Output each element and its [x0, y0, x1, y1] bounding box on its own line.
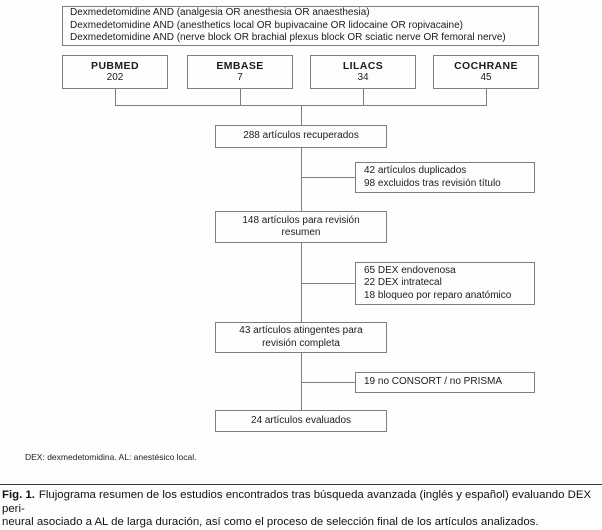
flow-box-retrieved-label: 288 artículos recuperados [243, 130, 359, 142]
full-review-line-2: revisión completa [262, 337, 340, 349]
excluded-type-line-2: 22 DEX intratecal [364, 277, 442, 289]
figure-caption [2, 489, 601, 530]
database-box-lilacs [310, 55, 416, 89]
search-query-line-3: Dexmedetomidine AND (nerve block OR brachial plexus block OR sciatic nerve OR femoral nerve) [70, 32, 506, 44]
connector-branch-excluded-type [301, 283, 355, 284]
connector-embase-stub [240, 89, 241, 106]
excluded-reporting-label: 19 no CONSORT / no PRISMA [364, 376, 503, 388]
search-query-box [62, 6, 539, 46]
flow-box-excluded-reporting [355, 372, 535, 393]
connector-branch-excluded-reporting [301, 382, 355, 383]
caption-line-2 [2, 516, 601, 530]
full-review-line-1: 43 artículos atingentes para [239, 325, 363, 336]
flow-box-abstract-review [215, 211, 387, 243]
database-box-pubmed [62, 55, 168, 89]
abstract-review-line-2: resumen [281, 227, 321, 238]
connector-to-retrieved [301, 105, 302, 125]
search-query-line-2: Dexmedetomidine AND (anesthetics local OR bupivacaine OR lidocaine OR ropivacaine) [70, 19, 463, 31]
abstract-review-line-1: 148 artículos para revisión [242, 214, 360, 226]
database-count-embase: 7 [237, 72, 243, 83]
flow-box-excluded-title [355, 162, 535, 193]
caption-line-1 [2, 489, 601, 516]
flow-box-excluded-type [355, 262, 535, 305]
excluded-type-line-3: 18 bloqueo por reparo anatómico [364, 289, 512, 301]
database-count-lilacs: 34 [357, 72, 369, 83]
connector-cochrane-stub [486, 89, 487, 106]
connector-pubmed-stub [115, 89, 116, 106]
database-box-embase [187, 55, 293, 89]
database-name-embase: EMBASE [216, 59, 264, 72]
caption-text-2: neural asociado a AL de larga duración, así como el proceso de selección final de los artículos analizados. [2, 516, 539, 528]
database-count-cochrane: 45 [480, 72, 492, 83]
caption-text-1: Flujograma resumen de los estudios encontrados tras búsqueda avanzada (inglés y español) evaluando DEX peri- [2, 489, 592, 515]
database-box-cochrane [433, 55, 539, 89]
flow-box-evaluated [215, 410, 387, 432]
excluded-type-line-1: 65 DEX endovenosa [364, 264, 456, 276]
flow-box-full-review [215, 322, 387, 353]
connector-branch-excluded-title [301, 177, 355, 178]
database-count-pubmed: 202 [106, 72, 124, 83]
excluded-title-line-1: 42 artículos duplicados [364, 165, 467, 176]
database-name-cochrane: COCHRANE [454, 59, 518, 72]
figure-footnote: DEX: dexmedetomidina. AL: anestésico local. [25, 452, 197, 462]
caption-divider [0, 484, 602, 485]
database-name-pubmed: PUBMED [91, 59, 139, 72]
search-query-line-1: Dexmedetomidine AND (analgesia OR anesthesia OR anaesthesia) [70, 7, 370, 19]
database-name-lilacs: LILACS [342, 59, 384, 72]
evaluated-label: 24 artículos evaluados [250, 414, 352, 426]
connector-retrieved-to-abstract [301, 148, 302, 211]
connector-lilacs-stub [363, 89, 364, 106]
figure-label: Fig. 1. [2, 489, 35, 501]
excluded-title-line-2: 98 excluidos tras revisión título [364, 177, 501, 189]
flow-box-retrieved [215, 125, 387, 148]
